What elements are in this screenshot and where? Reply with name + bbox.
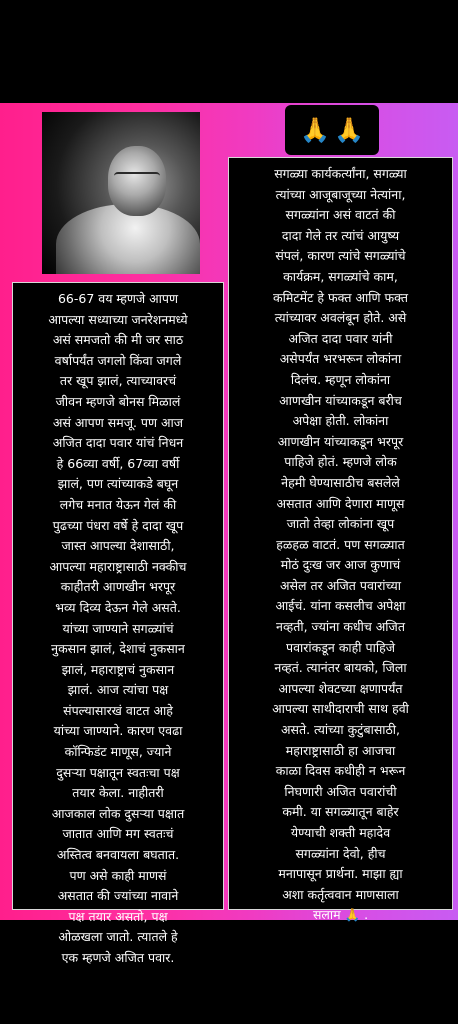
text-line: यांच्या जाण्याने. कारण एवढा xyxy=(53,723,183,739)
text-line: जातो तेव्हा लोकांना खूप xyxy=(286,516,395,532)
text-line: असेल तर अजित पवारांच्या xyxy=(280,577,401,593)
text-line: आजकाल लोक दुसऱ्या पक्षात xyxy=(51,805,185,821)
text-line: असते. त्यांच्या कुटुंबासाठी, xyxy=(280,722,401,738)
text-line: मोठं दुःख जर आज कुणाचं xyxy=(280,557,401,573)
text-line: झालं. आज त्यांचा पक्ष xyxy=(67,682,169,698)
text-line: अशा कर्तृत्ववान माणसाला xyxy=(282,886,399,902)
text-line: आपल्या महाराष्ट्रासाठी नक्कीच xyxy=(49,558,187,574)
text-line: पवारांकडून काही पाहिजे xyxy=(285,639,395,655)
text-line: ओळखला जातो. त्यातले हे xyxy=(58,929,178,945)
text-line: 66-67 वय म्हणजे आपण xyxy=(57,291,179,306)
text-line: जास्त आपल्या देशासाठी, xyxy=(61,538,175,554)
right-text-panel xyxy=(228,157,453,923)
text-line: आपल्या शेवटच्या क्षणापर्यंत xyxy=(278,680,403,696)
text-line: असं आपण समजू. पण आज xyxy=(52,414,184,430)
text-line: एक म्हणजे अजित पवार. xyxy=(61,950,175,965)
text-line: असेपर्यंत भरभरून लोकांना xyxy=(279,351,402,367)
text-line: अस्तित्व बनवायला बघतात. xyxy=(56,847,180,863)
left-text-panel xyxy=(12,282,224,965)
text-line: आपल्या साथीदाराची साथ हवी xyxy=(272,701,409,717)
text-line: पुढच्या पंधरा वर्षे हे दादा खूप xyxy=(52,517,184,533)
text-line: अजित दादा पवार यांनी xyxy=(288,330,393,346)
text-line: त्यांच्या आजूबाजूच्या नेत्यांना, xyxy=(275,186,406,202)
folded-hands-emoji-box xyxy=(285,105,379,155)
text-line: असं समजतो की मी जर साठ xyxy=(52,332,184,348)
text-line: झालं, महाराष्ट्राचं नुकसान xyxy=(61,661,175,677)
text-line: तर खूप झालं, त्याच्यावरचं xyxy=(59,373,177,389)
text-line: असतात की ज्यांच्या नावाने xyxy=(57,888,179,904)
portrait-photo xyxy=(42,112,200,274)
text-line: असतात आणि देणारा माणूस xyxy=(276,495,405,511)
text-line: लगेच मनात येऊन गेलं की xyxy=(59,496,177,512)
text-line: कमी. या सगळ्यातून बाहेर xyxy=(282,804,399,820)
text-line: हे 66व्या वर्षी, 67व्या वर्षी xyxy=(56,455,180,471)
text-line: झालं, पण त्यांच्याकडे बघून xyxy=(57,476,179,492)
text-line: संपल्यासारखं वाटत आहे xyxy=(63,702,173,718)
text-line: नेहमी घेण्यासाठीच बसलेले xyxy=(281,474,400,490)
text-line: आईचं. यांना कसलीच अपेक्षा xyxy=(275,598,406,614)
text-line: सगळ्यांना असं वाटतं की xyxy=(285,207,396,223)
text-line: तयार केला. नाहीतरी xyxy=(72,785,164,801)
folded-hands-icon: 🙏 xyxy=(334,116,364,144)
text-line: जीवन म्हणजे बोनस मिळालं xyxy=(55,393,181,409)
text-line: पक्ष तयार असतो, पक्ष xyxy=(68,908,168,924)
text-line: सगळ्या कार्यकर्त्यांना, सगळ्या xyxy=(274,166,407,181)
text-line: संपलं, कारण त्यांचे सगळ्यांचे xyxy=(275,248,406,264)
text-line: आणखीन यांच्याकडून बरीच xyxy=(279,392,402,408)
text-line: कमिटमेंट हे फक्त आणि फक्त xyxy=(273,289,408,305)
text-line: भव्य दिव्य देऊन गेले असते. xyxy=(55,599,181,615)
text-line: पाहिजे होतं. म्हणजे लोक xyxy=(284,454,397,470)
text-line: अपेक्षा होती. लोकांना xyxy=(292,413,389,429)
text-line: दिलंच. म्हणून लोकांना xyxy=(290,371,391,387)
text-line: अजित दादा पवार यांचं निधन xyxy=(52,435,184,451)
text-line: दुसऱ्या पक्षातून स्वतःचा पक्ष xyxy=(56,764,180,780)
text-line: मनापासून प्रार्थना. माझा ह्या xyxy=(278,866,403,882)
text-line: सगळ्यांना देवो, हीच xyxy=(295,845,386,861)
text-line: दादा गेले तर त्यांचं आयुष्य xyxy=(281,227,400,243)
portrait-glasses xyxy=(114,172,160,184)
text-line: कॉन्फिडंट माणूस, ज्याने xyxy=(64,744,172,760)
text-line: हळहळ वाटतं. पण सगळ्यात xyxy=(276,536,405,552)
text-line: यांच्या जाण्याने सगळ्यांचं xyxy=(62,620,174,636)
text-line: काहीतरी आणखीन भरपूर xyxy=(60,579,176,595)
text-line: नुकसान झालं, देशाचं नुकसान xyxy=(51,641,185,657)
text-line: आपल्या सध्याच्या जनरेशनमध्ये xyxy=(48,311,188,327)
folded-hands-icon: 🙏 xyxy=(300,116,330,144)
text-line: महाराष्ट्रासाठी हा आजचा xyxy=(285,742,396,758)
text-line: पण असे काही माणसं xyxy=(69,867,167,883)
text-line: आणखीन यांच्याकडून भरपूर xyxy=(277,433,404,449)
text-line: कार्यक्रम, सगळ्यांचे काम, xyxy=(283,268,398,284)
text-line: सलाम 🙏 . xyxy=(312,907,369,923)
text-line: येण्याची शक्ती महादेव xyxy=(290,825,391,840)
text-line: काळा दिवस कधीही न भरून xyxy=(275,763,406,779)
text-line: त्यांच्यावर अवलंबून होते. असे xyxy=(274,310,407,326)
text-line: जातात आणि मग स्वतःचं xyxy=(62,826,174,842)
text-line: निघणारी अजित पवारांची xyxy=(284,783,397,799)
text-line: वर्षापर्यंत जगलो किंवा जगले xyxy=(54,352,182,368)
text-line: नव्हती, ज्यांना कधीच अजित xyxy=(276,619,405,635)
text-line: नव्हतं. त्यानंतर बायको, जिला xyxy=(274,660,407,676)
